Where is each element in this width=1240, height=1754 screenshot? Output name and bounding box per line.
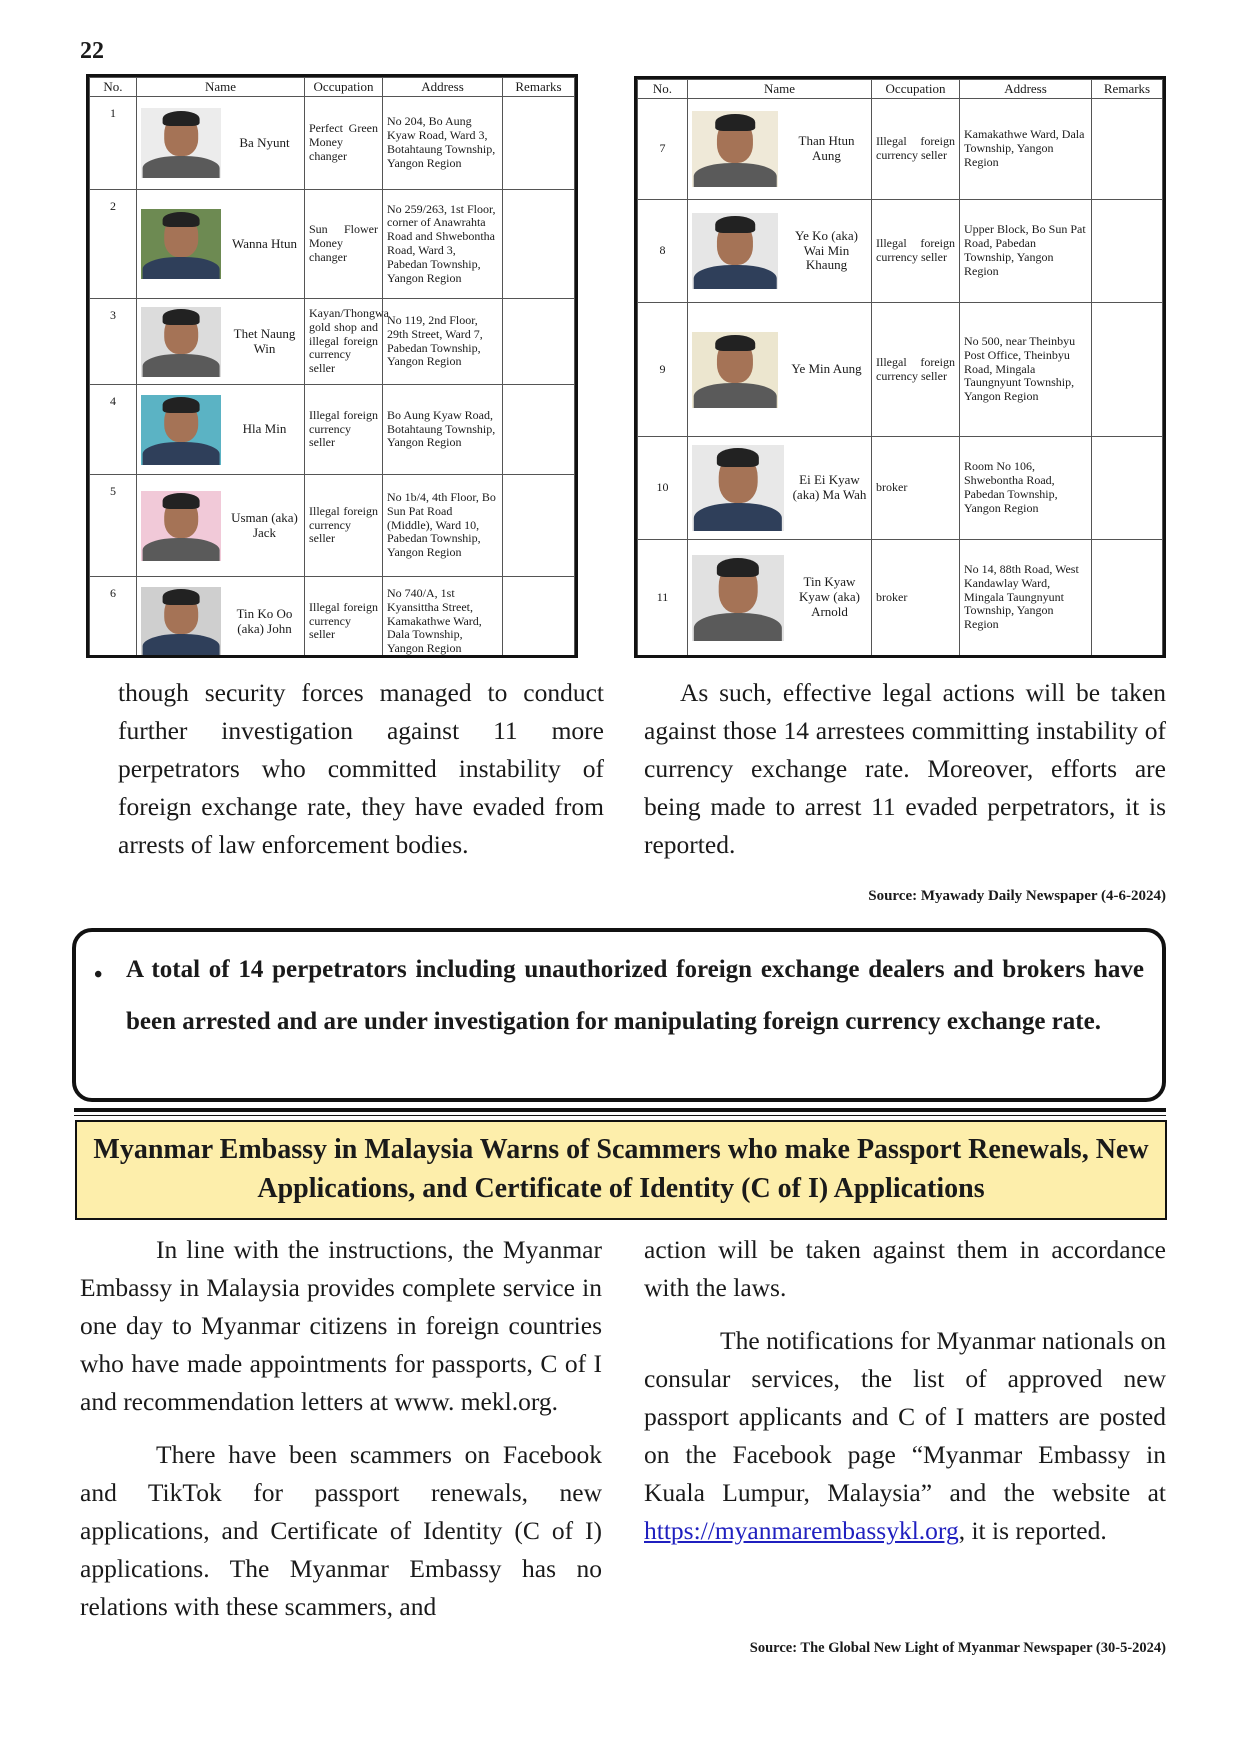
arrestee-name: Tin Kyaw Kyaw (aka) Arnold <box>799 574 860 619</box>
header-no: No. <box>90 78 137 97</box>
table-row <box>638 200 1163 303</box>
arrestee-remarks <box>1092 437 1163 540</box>
arrestee-address: No 204, Bo Aung Kyaw Road, Ward 3, Botahtaung Township, Yangon Region <box>383 97 503 190</box>
header-occupation: Occupation <box>305 78 383 97</box>
article-continuation-right <box>644 674 1166 864</box>
row-number: 10 <box>638 437 688 540</box>
arrestee-remarks <box>1092 540 1163 656</box>
arrestee-name: Ye Min Aung <box>791 361 862 377</box>
paragraph-text: The notifications for Myanmar nationals on consular services, the list of approved new passport applicants and C of I matters are posted on the Facebook page “Myanmar Embassy in Kuala Lumpur, Malaysia” and the website at <box>644 1326 1166 1507</box>
row-number: 4 <box>90 385 137 475</box>
arrestee-remarks <box>1092 200 1163 303</box>
header-remarks: Remarks <box>1092 80 1163 99</box>
article-paragraph: though security forces managed to conduct further investigation against 11 more perpetrators who committed instability of foreign exchange rate, they have evaded from arrests of law enforcement bodies. <box>118 678 604 859</box>
arrestee-address: No 1b/4, 4th Floor, Bo Sun Pat Road (Middle), Ward 10, Pabedan Township, Yangon Region <box>383 475 503 577</box>
arrestee-remarks <box>503 97 575 190</box>
article-paragraph <box>644 1322 1166 1550</box>
header-name: Name <box>688 80 872 99</box>
arrestee-name: Usman (aka) Jack <box>231 509 298 540</box>
arrestee-name: Wanna Htun <box>231 235 298 251</box>
header-no: No. <box>638 80 688 99</box>
arrestee-occupation: Illegal foreign currency seller <box>872 200 960 303</box>
table-row <box>638 303 1163 437</box>
article-headline: Myanmar Embassy in Malaysia Warns of Scammers who make Passport Renewals, New Applications, and Certificate of Identity (C of I) Applications <box>75 1120 1167 1220</box>
header-name: Name <box>137 78 305 97</box>
article-paragraph: There have been scammers on Facebook and TikTok for passport renewals, new applications, and Certificate of Identity (C of I) applications. The Myanmar Embassy has no relations with these scammers, and <box>80 1440 602 1621</box>
arrestee-photo <box>141 491 221 561</box>
arrestee-occupation: broker <box>872 437 960 540</box>
article-paragraph: In line with the instructions, the Myanmar Embassy in Malaysia provides complete service in one day to Myanmar citizens in foreign countries who have made appointments for passports, C of I and recommendation letters at www. mekl.org. <box>80 1235 602 1416</box>
arrestee-remarks <box>503 190 575 299</box>
arrestee-name: Hla Min <box>242 421 287 437</box>
summary-text: A total of 14 perpetrators including unauthorized foreign exchange dealers and brokers have been arrested and are under investigation for manipulating foreign currency exchange rate. <box>126 956 1144 1035</box>
row-number: 7 <box>638 99 688 200</box>
arrestee-occupation: Illegal foreign currency seller <box>872 303 960 437</box>
header-occupation: Occupation <box>872 80 960 99</box>
table-row <box>90 385 575 475</box>
arrestee-name: Ei Ei Kyaw (aka) Ma Wah <box>792 472 867 502</box>
arrestee-name: Tin Ko Oo (aka) John <box>236 605 293 636</box>
embassy-website-link[interactable]: https://myanmarembassykl.org <box>644 1516 959 1545</box>
arrestee-name: Than Htun Aung <box>798 133 855 163</box>
arrestee-address: No 259/263, 1st Floor, corner of Anawrahta Road and Shwebontha Road, Ward 3, Pabedan Township, Yangon Region <box>383 190 503 299</box>
arrestee-photo <box>141 587 221 657</box>
source-citation: Source: The Global New Light of Myanmar Newspaper (30-5-2024) <box>749 1640 1166 1656</box>
arrestee-occupation: Perfect Green Money changer <box>305 97 383 190</box>
arrestee-remarks <box>1092 99 1163 200</box>
arrestee-photo <box>692 555 784 641</box>
arrestee-table-right <box>634 76 1166 658</box>
arrestee-name: Ye Ko (aka) Wai Min Khaung <box>795 227 858 273</box>
arrestee-photo <box>141 307 221 377</box>
header-address: Address <box>960 80 1092 99</box>
arrestee-remarks <box>503 385 575 475</box>
arrestee-occupation: Kayan/Thongwa gold shop and illegal foreign currency seller <box>305 299 383 385</box>
arrestee-address: Upper Block, Bo Sun Pat Road, Pabedan Township, Yangon Region <box>960 200 1092 303</box>
arrestee-table-left <box>86 74 578 658</box>
article-continuation-left <box>118 674 604 864</box>
header-address: Address <box>383 78 503 97</box>
arrestee-occupation: Illegal foreign currency seller <box>305 577 383 659</box>
table-row <box>638 437 1163 540</box>
table-row <box>90 299 575 385</box>
arrestee-address: Kamakathwe Ward, Dala Township, Yangon Region <box>960 99 1092 200</box>
arrestee-photo <box>692 111 778 187</box>
article-body-right <box>644 1231 1166 1550</box>
source-citation: Source: Myawady Daily Newspaper (4-6-2024) <box>868 888 1166 904</box>
arrestee-address: No 119, 2nd Floor, 29th Street, Ward 7, Pabedan Township, Yangon Region <box>383 299 503 385</box>
page-number: 22 <box>80 38 104 64</box>
row-number: 5 <box>90 475 137 577</box>
table-row <box>638 540 1163 656</box>
arrestee-photo <box>141 395 221 465</box>
table-row <box>90 475 575 577</box>
row-number: 2 <box>90 190 137 299</box>
table-row <box>90 577 575 659</box>
row-number: 11 <box>638 540 688 656</box>
arrestee-address: No 14, 88th Road, West Kandawlay Ward, Mingala Taungnyunt Township, Yangon Region <box>960 540 1092 656</box>
row-number: 3 <box>90 299 137 385</box>
article-paragraph: As such, effective legal actions will be taken against those 14 arrestees committing instability of currency exchange rate. Moreover, efforts are being made to arrest 11 evaded perpetrators, it is reported. <box>644 678 1166 859</box>
row-number: 6 <box>90 577 137 659</box>
header-remarks: Remarks <box>503 78 575 97</box>
arrestee-occupation: Illegal foreign currency seller <box>305 385 383 475</box>
paragraph-text-end: , it is reported. <box>958 1516 1107 1545</box>
arrestee-name: Thet Naung Win <box>233 325 296 356</box>
arrestee-photo <box>692 213 778 289</box>
table-row <box>638 99 1163 200</box>
arrestee-occupation: Sun Flower Money changer <box>305 190 383 299</box>
bullet-icon: • <box>94 962 103 988</box>
arrestee-remarks <box>503 299 575 385</box>
arrestee-remarks <box>1092 303 1163 437</box>
arrestee-photo <box>141 209 221 279</box>
arrestee-address: No 740/A, 1st Kyansittha Street, Kamakathwe Ward, Dala Township, Yangon Region <box>383 577 503 659</box>
section-divider <box>74 1108 1166 1112</box>
arrestee-address: Bo Aung Kyaw Road, Botahtaung Township, Yangon Region <box>383 385 503 475</box>
arrestee-photo <box>692 445 784 531</box>
table-row <box>90 97 575 190</box>
arrestee-remarks <box>503 577 575 659</box>
article-body-left <box>80 1231 602 1626</box>
row-number: 9 <box>638 303 688 437</box>
row-number: 8 <box>638 200 688 303</box>
table-row <box>90 190 575 299</box>
arrestee-address: Room No 106, Shwebontha Road, Pabedan Township, Yangon Region <box>960 437 1092 540</box>
row-number: 1 <box>90 97 137 190</box>
arrestee-name: Ba Nyunt <box>239 134 290 150</box>
arrestee-address: No 500, near Theinbyu Post Office, Theinbyu Road, Mingala Taungnyunt Township, Yangon Region <box>960 303 1092 437</box>
arrestee-occupation: broker <box>872 540 960 656</box>
arrestee-photo <box>141 108 221 178</box>
arrestee-occupation: Illegal foreign currency seller <box>305 475 383 577</box>
arrestee-occupation: Illegal foreign currency seller <box>872 99 960 200</box>
arrestee-remarks <box>503 475 575 577</box>
summary-callout <box>72 928 1166 1102</box>
arrestee-photo <box>692 332 778 408</box>
section-divider-thin <box>74 1115 1166 1116</box>
article-paragraph: action will be taken against them in accordance with the laws. <box>644 1235 1166 1302</box>
